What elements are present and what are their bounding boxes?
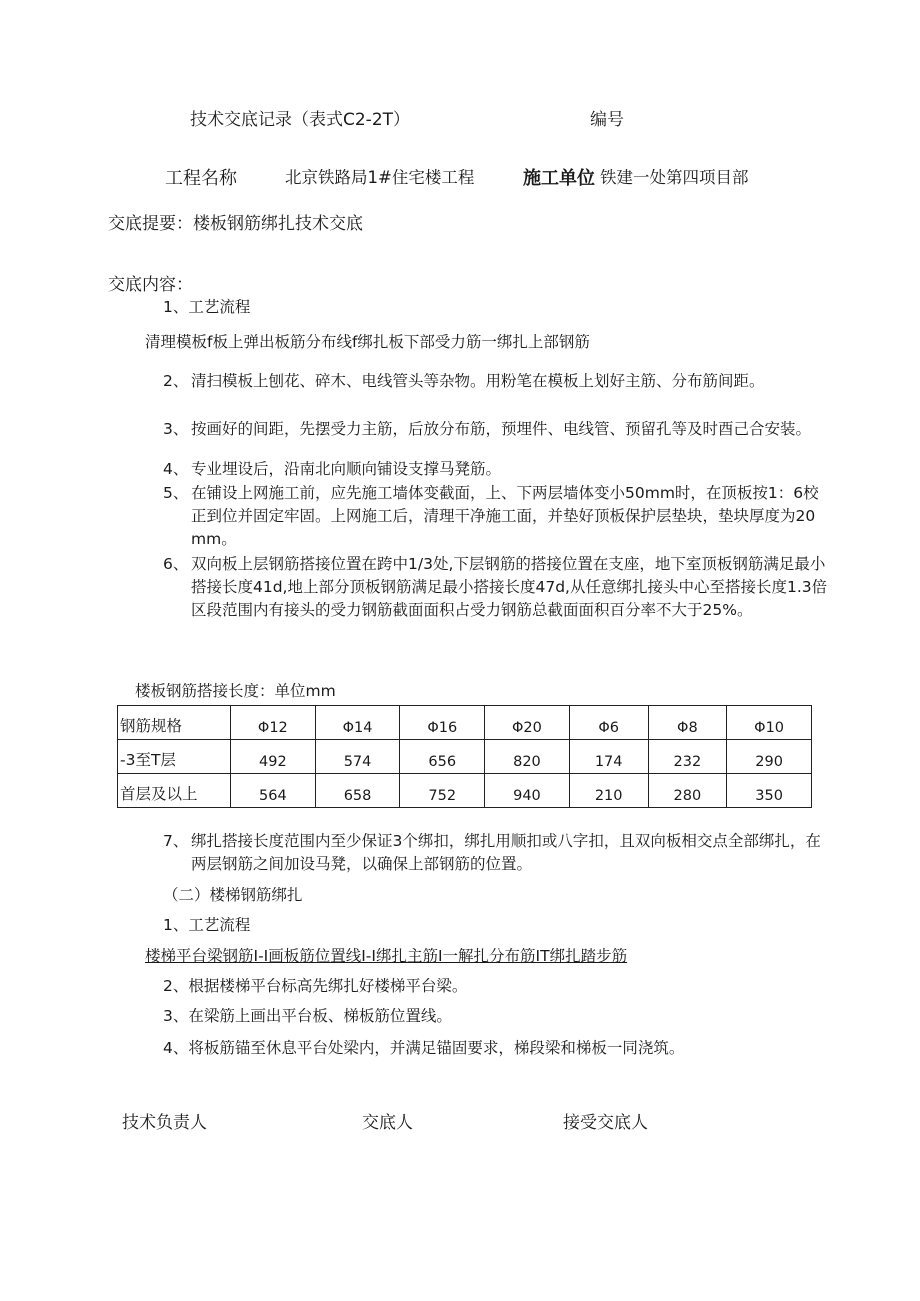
tech-lead-signature-label: 技术负责人: [122, 1113, 207, 1133]
document-title: 技术交底记录（表式C2-2T）: [190, 110, 411, 130]
discloser-signature-label: 交底人: [362, 1113, 413, 1133]
item-text: 专业埋设后，沿南北向顺向铺设支撑马凳筋。: [191, 460, 502, 478]
table-cell: 492: [231, 740, 316, 774]
item-number: 4、: [163, 460, 189, 478]
table-cell: 280: [648, 774, 727, 808]
table-row: [118, 740, 812, 774]
content-label: 交底内容：: [108, 275, 193, 295]
stair-item-2: 2、根据楼梯平台标高先绑扎好楼梯平台梁。: [163, 977, 468, 995]
number-label: 编号: [590, 110, 624, 130]
table-cell: Φ10: [727, 706, 812, 740]
table-header-row: [118, 706, 812, 740]
item-text: 在铺设上网施工前，应先施工墙体变截面，上、下两层墙体变小50mm时，在顶板按1：6校正到位并固定牢固。上网施工后，清理干净施工面，并垫好顶板保护层垫块，垫块厚度为20mm。: [191, 484, 819, 548]
item-text: 清扫模板上刨花、碎木、电线管头等杂物。用粉笔在模板上划好主筋、分布筋间距。: [191, 372, 765, 390]
table-cell: Φ14: [315, 706, 400, 740]
floor-item-3: [163, 418, 828, 441]
stair-process-flow: 楼梯平台梁钢筋I-I画板筋位置线I-I绑扎主筋I一解扎分布筋IT绑扎踏步筋: [145, 947, 628, 965]
stair-item-4: 4、将板筋锚至休息平台处梁内，并满足锚固要求，梯段梁和梯板一同浇筑。: [163, 1039, 685, 1057]
item-text: 绑扎搭接长度范围内至少保证3个绑扣，绑扎用顺扣或八字扣，且双向板相交点全部绑扎，在两层钢筋之间加设马凳，以确保上部钢筋的位置。: [191, 832, 821, 873]
table-cell: Φ12: [231, 706, 316, 740]
floor-process-flow: 清理模板f板上弹出板筋分布线f绑扎板下部受力筋一绑扎上部钢筋: [145, 333, 590, 351]
table-cell: 钢筋规格: [118, 706, 231, 740]
table-row: [118, 774, 812, 808]
stair-item-3: 3、在梁筋上画出平台板、梯板筋位置线。: [163, 1007, 452, 1025]
table-cell: 752: [400, 774, 485, 808]
table-cell: Φ20: [485, 706, 570, 740]
construction-unit-label: 施工单位: [523, 168, 595, 189]
table-cell: -3至T层: [118, 740, 231, 774]
table-cell: 210: [569, 774, 648, 808]
lap-table-caption: 楼板钢筋搭接长度：单位mm: [135, 682, 336, 700]
project-name-value: 北京铁路局1#住宅楼工程: [285, 168, 475, 187]
floor-item-4: [163, 458, 828, 481]
summary-label: 交底提要：: [108, 214, 193, 234]
item-number: 7、: [163, 832, 189, 850]
table-cell: Φ8: [648, 706, 727, 740]
item-number: 6、: [163, 555, 189, 573]
table-cell: 564: [231, 774, 316, 808]
table-cell: 658: [315, 774, 400, 808]
table-cell: 290: [727, 740, 812, 774]
item-text: 双向板上层钢筋搭接位置在跨中1/3处,下层钢筋的搭接位置在支座，地下室顶板钢筋满足最小搭接长度41d,地上部分顶板钢筋满足最小搭接长度47d,从任意绑扎接头中心至搭接长度1.3倍区段范围内有接头的受力钢筋截面面积占受力钢筋总截面面积百分率不大于25%。: [191, 555, 828, 619]
item-number: 2、: [163, 372, 189, 390]
floor-item-5: [163, 482, 828, 551]
stair-step-1: 1、工艺流程: [163, 916, 251, 934]
item-text: 按画好的间距，先摆受力主筋，后放分布筋，预埋件、电线管、预留孔等及时酉己合安装。: [191, 420, 812, 438]
table-cell: Φ16: [400, 706, 485, 740]
table-cell: 232: [648, 740, 727, 774]
table-cell: 656: [400, 740, 485, 774]
summary-line: [108, 209, 363, 234]
construction-unit-value: 铁建一处第四项目部: [600, 168, 749, 187]
project-name-label: 工程名称: [165, 168, 237, 189]
summary-value: 楼板钢筋绑扎技术交底: [193, 214, 363, 234]
table-cell: 574: [315, 740, 400, 774]
floor-item-2: [163, 370, 828, 393]
table-cell: 820: [485, 740, 570, 774]
floor-item-6: [163, 553, 828, 622]
stair-section-title: （二）楼梯钢筋绑扎: [163, 886, 303, 904]
table-cell: 首层及以上: [118, 774, 231, 808]
receiver-signature-label: 接受交底人: [563, 1113, 648, 1133]
table-cell: 940: [485, 774, 570, 808]
table-cell: Φ6: [569, 706, 648, 740]
item-number: 3、: [163, 420, 189, 438]
table-cell: 174: [569, 740, 648, 774]
floor-item-7: [163, 830, 828, 876]
table-cell: 350: [727, 774, 812, 808]
floor-step-1: 1、工艺流程: [163, 298, 251, 316]
lap-length-table: [117, 705, 812, 808]
item-number: 5、: [163, 484, 189, 502]
